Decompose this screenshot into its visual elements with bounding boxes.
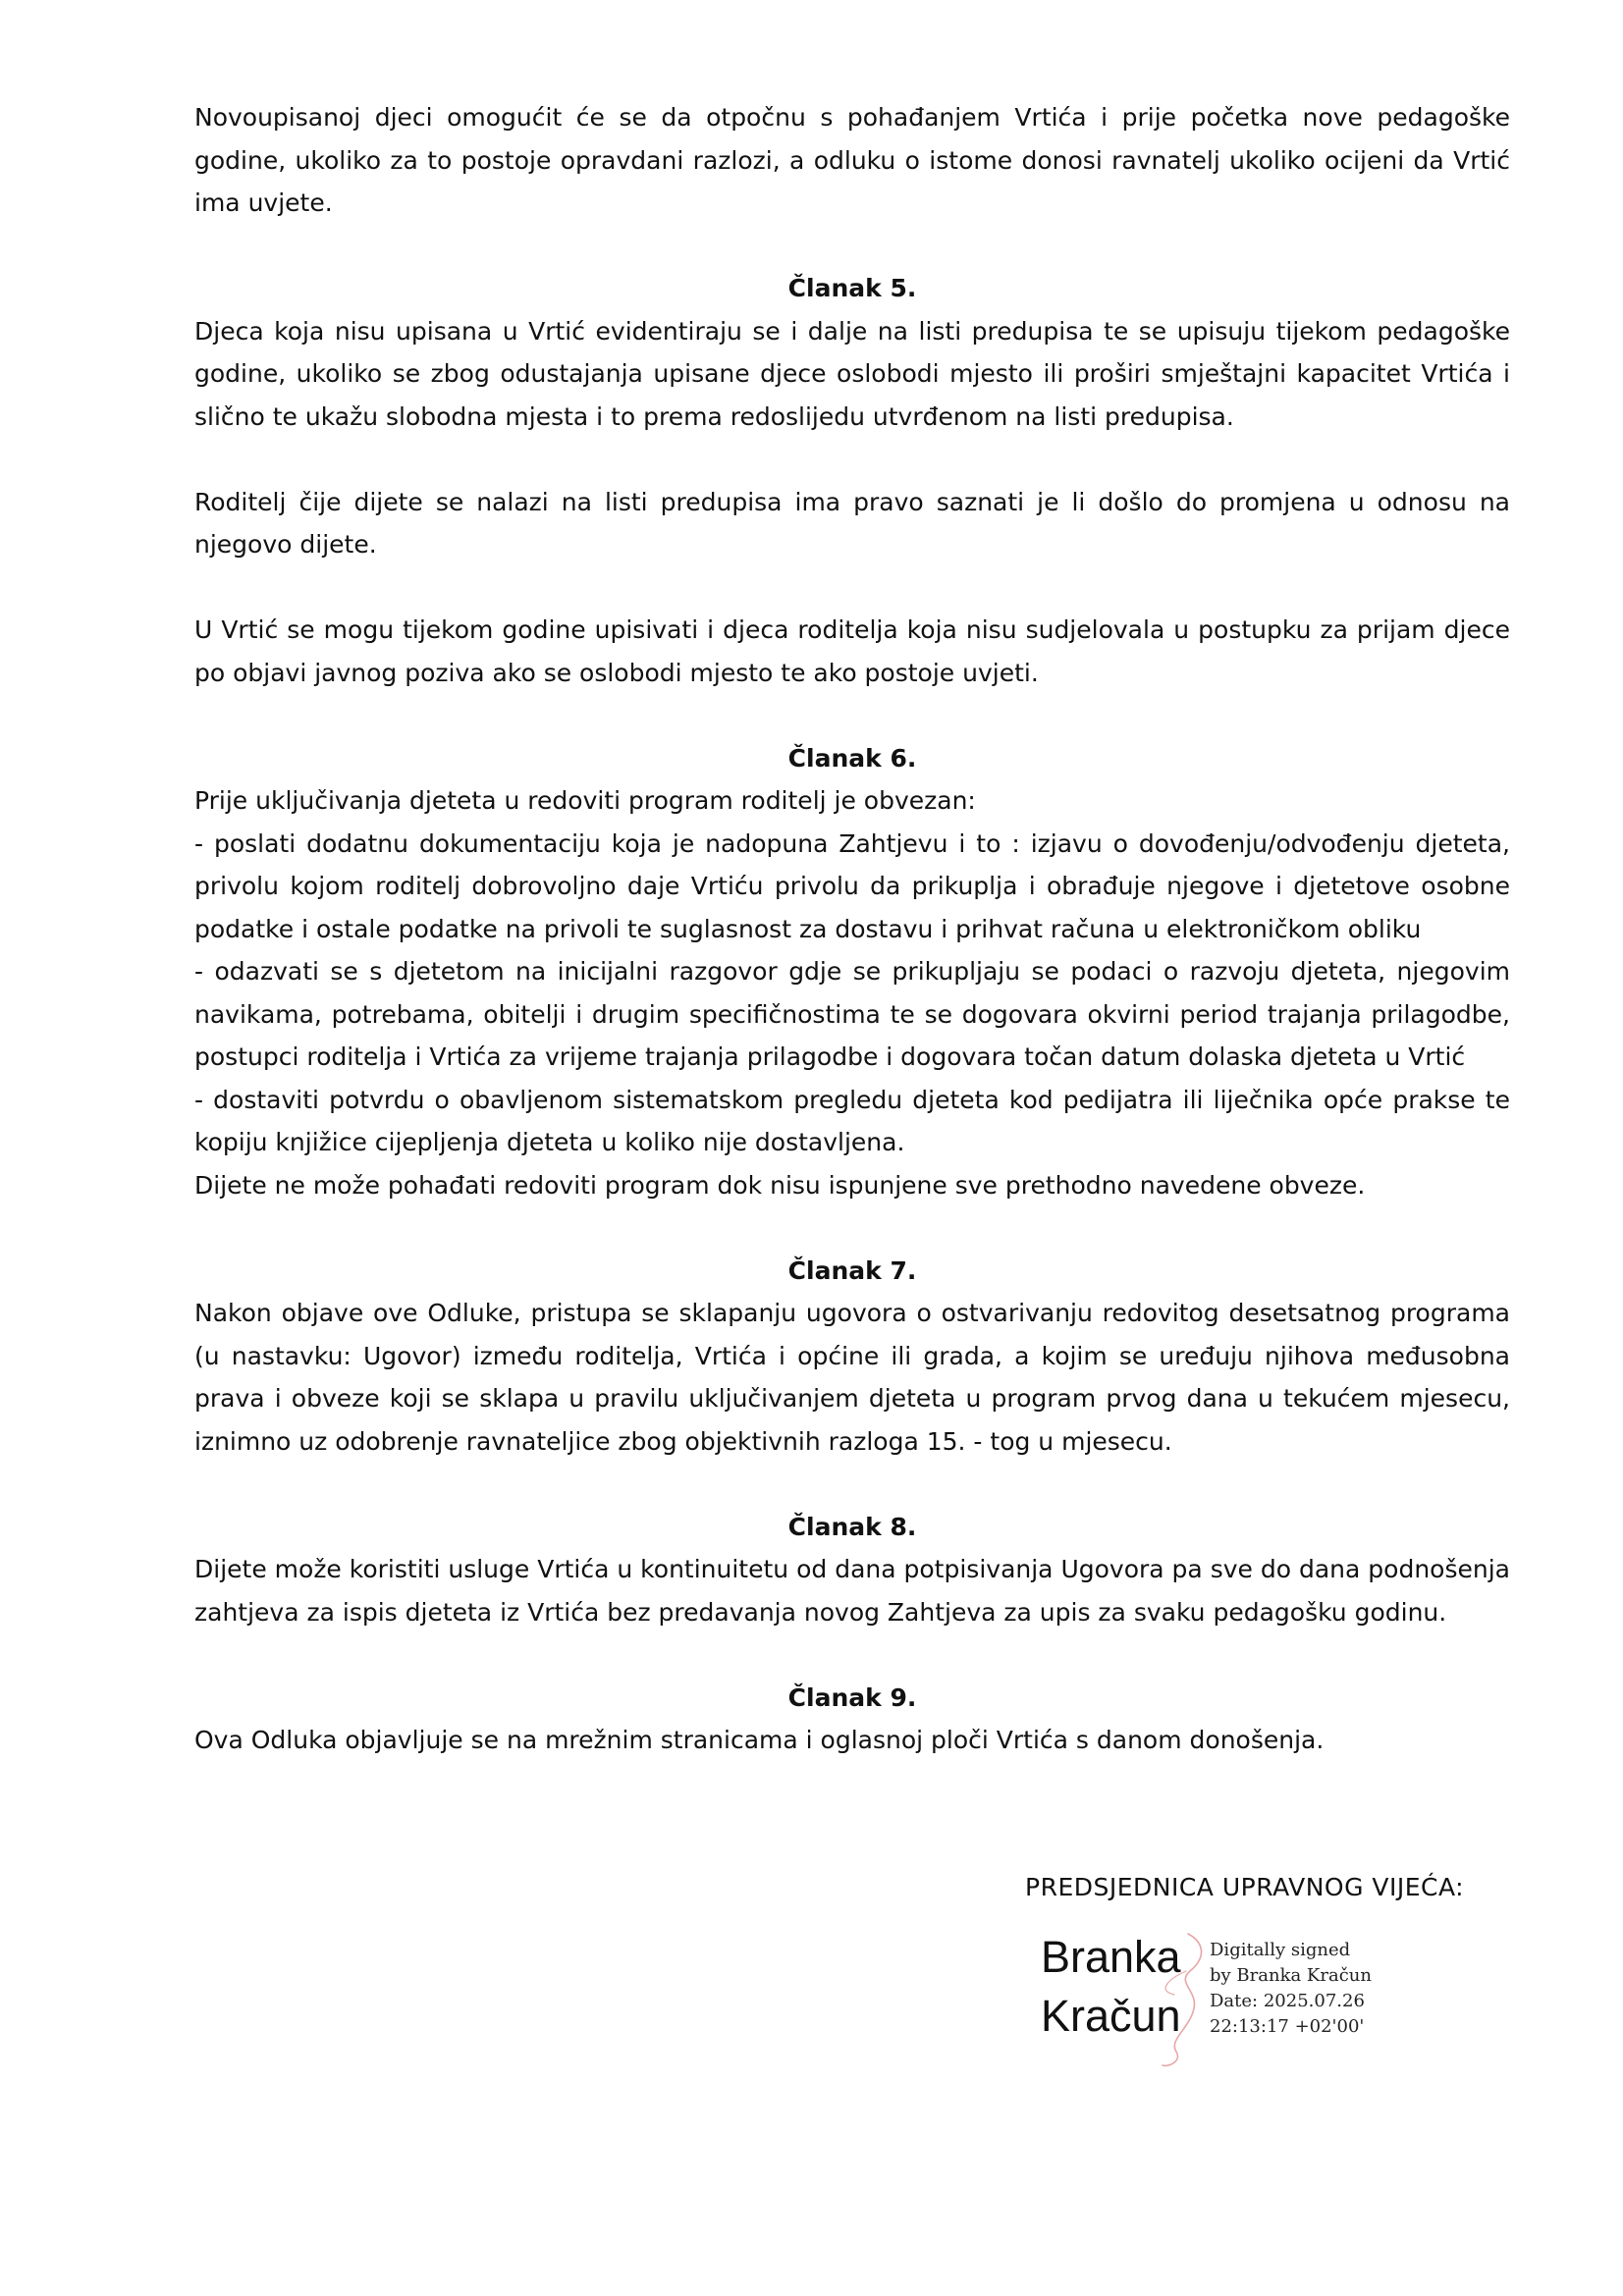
article-9 (194, 1677, 1510, 1762)
article-7-heading: Članak 7. (787, 1255, 917, 1285)
signer-first-name: Branka (1041, 1932, 1181, 1982)
article-8-paragraph: Dijete može koristiti usluge Vrtića u kontinuitetu od dana potpisivanja Ugovora pa sve do dana podnošenja zahtjeva za ispis djeteta iz Vrtića bez predavanja novog Zahtjeva za upis za svaku pedagošku godinu. (194, 1555, 1510, 1627)
document-body (194, 96, 1510, 1804)
article-9-heading: Članak 9. (787, 1682, 917, 1712)
article-5-heading: Članak 5. (787, 274, 917, 302)
article-6-closing: Dijete ne može pohađati redoviti program dok nisu ispunjene sve prethodno navedene obveze. (194, 1170, 1366, 1200)
article-6 (194, 737, 1510, 1207)
article-6-heading: Članak 6. (787, 743, 917, 773)
sig-detail-line-4: 22:13:17 +02'00' (1210, 2016, 1365, 2037)
article-9-paragraph: Ova Odluka objavljuje se na mrežnim stranicama i oglasnoj ploči Vrtića s danom donošenja. (194, 1726, 1325, 1754)
article-5-paragraph-2: Roditelj čije dijete se nalazi na listi predupisa ima pravo saznati je li došlo do promjena u odnosu na njegovo dijete. (194, 487, 1510, 559)
digital-signature-details (1210, 1938, 1372, 2040)
sig-detail-line-2: by Branka Kračun (1210, 1965, 1372, 1986)
sig-detail-line-3: Date: 2025.07.26 (1210, 1991, 1365, 2011)
article-6-item-3: - dostaviti potvrdu o obavljenom sistematskom pregledu djeteta kod pedijatra ili liječnika opće prakse te kopiju knjižice cijepljenja djeteta u koliko nije dostavljena. (194, 1085, 1510, 1156)
article-6-item-2: - odazvati se s djetetom na inicijalni razgovor gdje se prikupljaju se podaci o razvoju djeteta, njegovim navikama, potrebama, obitelji i drugim specifičnostima te se dogovara okvirni period trajanja prilagodbe, postupci roditelja i Vrtića za vrijeme trajanja prilagodbe i dogovara točan datum dolaska djeteta u Vrtić (194, 957, 1510, 1071)
signatory-title: PREDSJEDNICA UPRAVNOG VIJEĆA: (1025, 1873, 1465, 1901)
article-8-heading: Članak 8. (787, 1512, 917, 1541)
article-5 (194, 267, 1510, 694)
article-7 (194, 1250, 1510, 1464)
article-6-intro: Prije uključivanja djeteta u redoviti program roditelj je obvezan: (194, 786, 976, 815)
sig-detail-line-1: Digitally signed (1210, 1940, 1351, 1960)
article-6-item-1: - poslati dodatnu dokumentaciju koja je nadopuna Zahtjevu i to : izjavu o dovođenju/odvođenju djeteta, privolu kojom roditelj dobrovoljno daje Vrtiću privolu da prikuplja i obrađuje njegove i djetetove osobne podatke i ostale podatke na privoli te suglasnost za dostavu i prihvat računa u elektroničkom obliku (194, 828, 1510, 943)
intro-paragraph: Novoupisanoj djeci omogućit će se da otpočnu s pohađanjem Vrtića i prije početka nove pedagoške godine, ukoliko za to postoje opravdani razlozi, a odluku o istome donosi ravnatelj ukoliko ocijeni da Vrtić ima uvjete. (194, 103, 1510, 217)
article-8 (194, 1506, 1510, 1634)
article-5-paragraph-1: Djeca koja nisu upisana u Vrtić evidentiraju se i dalje na listi predupisa te se upisuju tijekom pedagoške godine, ukoliko se zbog odustajanja upisane djece oslobodi mjesto ili proširi smještajni kapacitet Vrtića i slično te ukažu slobodna mjesta i to prema redoslijedu utvrđenom na listi predupisa. (194, 316, 1510, 431)
article-5-paragraph-3: U Vrtić se mogu tijekom godine upisivati i djeca roditelja koja nisu sudjelovala u postupku za prijam djece po objavi javnog poziva ako se oslobodi mjesto te ako postoje uvjeti. (194, 615, 1510, 687)
signature-block (1021, 1873, 1492, 2059)
article-7-paragraph: Nakon objave ove Odluke, pristupa se sklapanju ugovora o ostvarivanju redovitog desetsatnog programa (u nastavku: Ugovor) između roditelja, Vrtića i općine ili grada, a kojim se uređuju njihova međusobna prava i obveze koji se sklapa u pravilu uključivanjem djeteta u program prvog dana u tekućem mjesecu, iznimno uz odobrenje ravnateljice zbog objektivnih razloga 15. - tog u mjesecu. (194, 1299, 1510, 1456)
signer-last-name: Kračun (1041, 1991, 1181, 2041)
signer-name (1041, 1928, 1181, 2046)
